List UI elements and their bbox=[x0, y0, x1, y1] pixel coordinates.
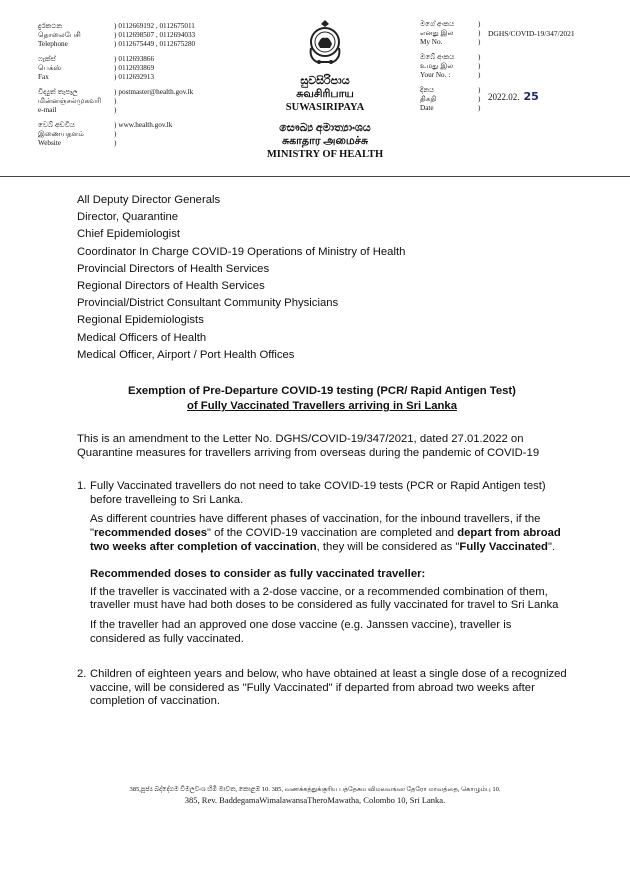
text-run: ". bbox=[547, 540, 556, 553]
email-value: ) postmaster@health.gov.lk bbox=[114, 88, 193, 97]
my-number-value: DGHS/COVID-19/347/2021 bbox=[488, 29, 575, 38]
ministry-english: MINISTRY OF HEALTH bbox=[266, 149, 384, 160]
item1-paragraph-3: If the traveller is vaccinated with a 2-dose vaccine, or a recommended combination of them, traveller must have had both doses to be considered as fully vaccinated for travel to Sri Lanka bbox=[90, 585, 559, 612]
item-number: 2. bbox=[77, 668, 87, 681]
letterhead-references bbox=[420, 20, 620, 119]
label-sinhala: වෙබ් අඩවිය bbox=[38, 121, 76, 129]
fax-value: ) 0112692913 bbox=[114, 73, 154, 82]
phone-value: ) 0112675449 , 0112675280 bbox=[114, 40, 195, 49]
label-tamil: தொலைபேசி bbox=[38, 31, 81, 39]
addressee: Regional Epidemiologists bbox=[77, 314, 204, 327]
label-sinhala: දිනය bbox=[420, 86, 435, 94]
label-english: My No. bbox=[420, 38, 443, 46]
addressee: Medical Officer, Airport / Port Health Offices bbox=[77, 348, 295, 361]
email-value bbox=[114, 106, 193, 115]
text-run: , they will be considered as " bbox=[316, 540, 460, 553]
label-english: Date bbox=[420, 104, 434, 112]
footer-address-local: 385,පූජ්‍ය බද්දේගම විමලවංශ හිමි මාවත, කොළඹ 10. 385, வணக்கத்துக்குரிய பத்தேகம விமலவங்ஸ தேரோ மாவத்தை, கொழும்பு 10. bbox=[129, 786, 501, 793]
bold-run: recommended doses bbox=[94, 527, 208, 539]
my-number-block: මගේ අංකය எனது இல My No. ) ) ) DGHS/COVID-19/347/2021 bbox=[420, 20, 575, 46]
footer-address-english: 385, Rev. BaddegamaWimalawansaTheroMawatha, Colombo 10, Sri Lanka. bbox=[184, 795, 446, 805]
name-sinhala: සුවසිරිපාය bbox=[300, 75, 350, 87]
letterhead-footer bbox=[0, 785, 630, 806]
label-english: Fax bbox=[38, 73, 49, 81]
addressee: Regional Directors of Health Services bbox=[77, 280, 265, 293]
fax-block bbox=[38, 55, 268, 82]
letterhead-title bbox=[245, 18, 405, 161]
your-number-block: ඔබේ අංකය உமது இல Your No. : ) ) ) bbox=[420, 53, 481, 79]
text-run: As different countries have different phases of vaccination, for the inbound travellers, if the " bbox=[90, 513, 541, 539]
item1-paragraph-2 bbox=[90, 513, 567, 554]
label-sinhala: දුරකථන bbox=[38, 22, 63, 30]
website-value bbox=[114, 130, 172, 139]
letterhead-contacts bbox=[38, 22, 268, 154]
label-sinhala: ඔබේ අංකය bbox=[420, 53, 455, 61]
item1-paragraph-4: If the traveller had an approved one dose vaccine (e.g. Janssen vaccine), traveller is considered as fully vaccinated. bbox=[90, 618, 512, 645]
header-divider bbox=[0, 176, 630, 177]
bold-run: depart from abroad two weeks after completion of vaccination bbox=[90, 527, 561, 553]
addressee: All Deputy Director Generals bbox=[77, 194, 221, 206]
label-tamil: திகதி bbox=[420, 95, 437, 103]
label-tamil: மின்னஞ்சல்முகவரி bbox=[38, 97, 102, 105]
addressee: Director, Quarantine bbox=[77, 211, 179, 224]
date-value: 2022.02. bbox=[488, 92, 520, 102]
handwritten-day: 25 bbox=[523, 90, 539, 103]
national-emblem-icon bbox=[305, 18, 345, 66]
label-english: Website bbox=[38, 139, 61, 147]
label-sinhala: මගේ අංකය bbox=[420, 20, 455, 28]
name-tamil: சுவசிரிபாய bbox=[296, 88, 354, 100]
email-value bbox=[114, 97, 193, 106]
telephone-block bbox=[38, 22, 268, 49]
fax-value: ) 0112693869 bbox=[114, 64, 154, 73]
item2-paragraph-1: Children of eighteen years and below, who have obtained at least a single dose of a recognized vaccine, will be considered as "Fully Vaccinated" if departed from abroad two weeks after completion of vaccination. bbox=[90, 668, 567, 708]
letter-body bbox=[77, 192, 567, 715]
phone-value: ) 0112669192 , 0112675011 bbox=[114, 22, 195, 31]
text-run: " of the COVID-19 vaccination are completed and bbox=[207, 527, 458, 539]
addressee: Chief Epidemiologist bbox=[77, 228, 180, 241]
label-tamil: இணையதளம் bbox=[38, 130, 85, 138]
subject-heading bbox=[77, 384, 567, 414]
website-value bbox=[114, 139, 172, 148]
bold-run: Fully Vaccinated bbox=[459, 540, 548, 553]
addressee: Medical Officers of Health bbox=[77, 331, 207, 344]
fax-value: ) 0112693866 bbox=[114, 55, 154, 64]
item1-paragraph-1: Fully Vaccinated travellers do not need to take COVID-19 tests (PCR or Rapid Antigen test) before travelleing to Sri Lanka. bbox=[90, 480, 546, 506]
label-tamil: பெக்ஸ் bbox=[38, 64, 62, 72]
addressee: Provincial Directors of Health Services bbox=[77, 262, 270, 275]
email-block bbox=[38, 88, 268, 115]
date-value-wrap bbox=[488, 86, 539, 113]
list-item-2 bbox=[77, 668, 567, 709]
name-english: SUWASIRIPAYA bbox=[285, 102, 365, 113]
ministry-sinhala: සෞඛ්‍ය අමාත්‍යාංශය bbox=[279, 122, 371, 134]
label-sinhala: ෆැක්ස් bbox=[38, 55, 56, 63]
ministry-tamil: சுகாதார அமைச்சு bbox=[281, 135, 369, 147]
website-value: ) www.health.gov.lk bbox=[114, 121, 172, 130]
subject-line-1: Exemption of Pre-Departure COVID-19 testing (PCR/ Rapid Antigen Test) bbox=[128, 385, 516, 398]
addressee: Coordinator In Charge COVID-19 Operations of Ministry of Health bbox=[77, 245, 406, 258]
website-block bbox=[38, 121, 268, 148]
addressee: Provincial/District Consultant Community Physicians bbox=[77, 297, 339, 310]
label-english: Your No. : bbox=[420, 71, 451, 79]
item-number: 1. bbox=[77, 480, 87, 493]
label-english: Telephone bbox=[38, 40, 68, 48]
recommended-doses-heading: Recommended doses to consider as fully vaccinated traveller: bbox=[90, 568, 426, 581]
label-tamil: எனது இல bbox=[420, 29, 454, 37]
date-block: දිනය திகதி Date ) ) ) 2022.02. 25 bbox=[420, 86, 539, 112]
list-item-1 bbox=[77, 480, 567, 646]
label-tamil: உமது இல bbox=[420, 62, 454, 70]
label-english: e-mail bbox=[38, 106, 57, 114]
subject-line-2: of Fully Vaccinated Travellers arriving in Sri Lanka bbox=[187, 400, 457, 413]
intro-paragraph: This is an amendment to the Letter No. DGHS/COVID-19/347/2021, dated 27.01.2022 on Quarantine measures for travellers arriving from overseas during the pandemic of COVID-19 bbox=[77, 433, 540, 459]
addressee-list bbox=[77, 192, 567, 364]
label-sinhala: විද්‍යුත් තැපෑල bbox=[38, 88, 78, 96]
phone-value: ) 0112698507 , 0112694033 bbox=[114, 31, 195, 40]
